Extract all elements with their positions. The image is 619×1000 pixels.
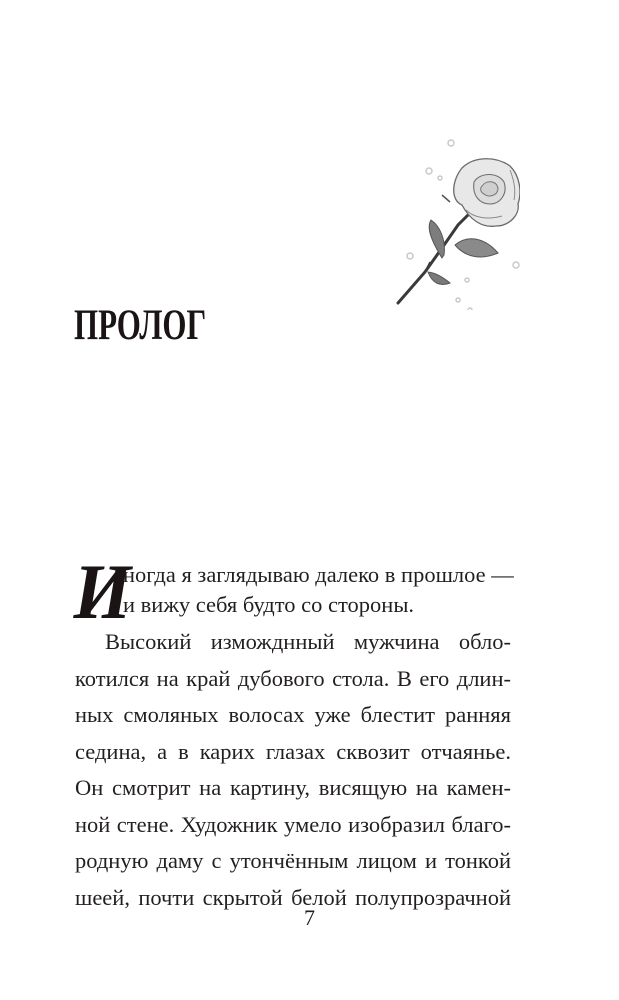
text-line: и вижу себя будто со стороны. bbox=[123, 592, 415, 617]
body-text bbox=[73, 548, 514, 916]
text-line: ной стене. Художник умело изобразил благо- bbox=[75, 811, 511, 837]
chapter-title: ПРОЛОГ bbox=[74, 302, 207, 349]
text-line: ных смоляных волосах уже блестит ранняя bbox=[75, 702, 511, 727]
rose-illustration bbox=[370, 120, 520, 310]
text-line: котился на край дубового стола. В его длин- bbox=[75, 665, 511, 691]
drop-cap: И bbox=[73, 548, 132, 635]
rose-icon bbox=[370, 120, 520, 310]
text-line: седина, а в карих глазах сквозит отчаянье. bbox=[75, 738, 511, 764]
text-line: шеей, почти скрытой белой полупрозрачной bbox=[75, 884, 511, 910]
text-line: Высокий изможднный мужчина обло- bbox=[105, 629, 511, 654]
text-line: ногда я заглядываю далеко в прошлое — bbox=[123, 562, 514, 587]
page-number: 7 bbox=[304, 905, 315, 930]
text-line: родную даму с утончённым лицом и тонкой bbox=[75, 848, 511, 873]
text-line: Он смотрит на картину, висящую на камен- bbox=[75, 775, 511, 800]
